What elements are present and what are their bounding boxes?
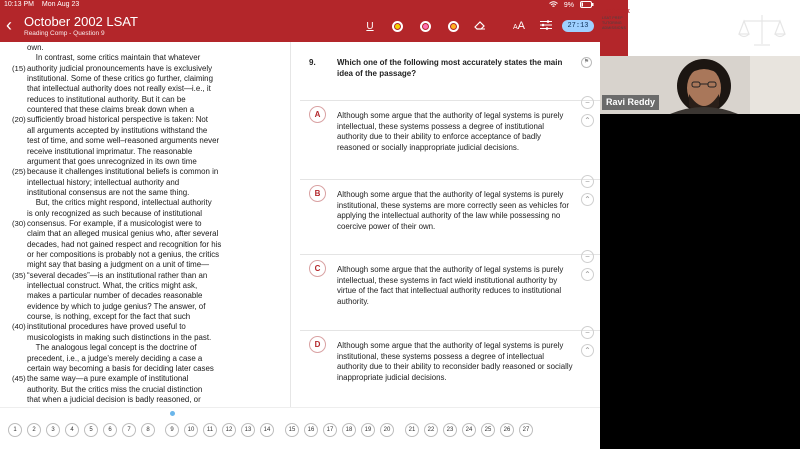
passage-line [12, 52, 200, 63]
settings-list-button[interactable] [538, 18, 554, 34]
passage-line [12, 166, 218, 177]
question-nav-button[interactable]: 10 [184, 423, 198, 437]
list-settings-icon [540, 20, 552, 33]
eliminate-choice-button[interactable]: − [581, 175, 594, 188]
line-text: receive institutional imprimatur. The reasonable [27, 146, 193, 156]
passage-line [12, 290, 202, 301]
question-nav-button[interactable]: 17 [323, 423, 337, 437]
question-nav-button[interactable]: 8 [141, 423, 155, 437]
presenter-name: Ravi Reddy [602, 95, 659, 110]
orange-circle-icon [448, 21, 459, 32]
chevron-up-icon[interactable]: ⌃ [581, 268, 594, 281]
passage-line [12, 342, 197, 353]
passage-line [12, 363, 214, 374]
line-text: institutional consensus are not the same thing. [27, 187, 190, 197]
answer-choice-a[interactable] [300, 100, 600, 179]
line-text: consensus. For example, if a musicologist were to [27, 218, 202, 228]
passage-line [12, 63, 212, 74]
question-nav-button[interactable]: 26 [500, 423, 514, 437]
battery-icon [580, 1, 594, 10]
line-text: makes a particular number of decades reasonable [27, 291, 203, 301]
passage-line [12, 156, 197, 167]
passage-line [12, 280, 197, 291]
passage-line [12, 114, 208, 125]
passage-line [12, 311, 190, 322]
line-text: might say that basing a judgment on a unit of time— [27, 260, 210, 270]
line-text: the same way—a pure example of institutional [27, 374, 189, 384]
line-text: claim that an alleged musical genius who, after several [27, 229, 219, 239]
question-nav-button[interactable]: 21 [405, 423, 419, 437]
line-text: evidence by which to judge genius? The answer, of [27, 301, 206, 311]
current-position-indicator [170, 411, 175, 416]
choice-text: Although some argue that the authority of legal systems is purely intellectual, these systems in fact wield institutional authority by virtue of the fact that intellectual authority reduces to institutional authority. [337, 265, 564, 306]
line-text: “several decades”—is an institutional rather than an [27, 270, 208, 280]
battery-percent: 9% [563, 2, 574, 9]
eliminate-choice-button[interactable]: − [581, 96, 594, 109]
passage-line [12, 353, 202, 364]
passage-line [12, 321, 186, 332]
chevron-up-icon[interactable]: ⌃ [581, 114, 594, 127]
line-text: because it challenges institutional beliefs is common in [27, 167, 219, 177]
exam-subtitle: Reading Comp - Question 9 [24, 30, 105, 37]
question-nav-button[interactable]: 5 [84, 423, 98, 437]
passage-line [12, 228, 218, 239]
choice-letter[interactable]: D [309, 336, 326, 353]
passage-line [12, 208, 202, 219]
chevron-up-icon[interactable]: ⌃ [581, 344, 594, 357]
line-text: is only recognized as such because of institutional [27, 208, 203, 218]
highlight-pink-button[interactable] [418, 18, 432, 34]
question-nav-button[interactable]: 1 [8, 423, 22, 437]
line-text: institutional. Some of these critics go further, claiming [27, 74, 213, 84]
line-text: or her compositions is probably not a genius, the critics [27, 250, 220, 259]
line-number: (25) [12, 167, 26, 177]
split-divider[interactable] [290, 42, 291, 407]
line-text: The analogous legal concept is the doctrine of [27, 343, 197, 353]
passage-line [12, 301, 205, 312]
timer[interactable]: 27:13 [562, 20, 594, 32]
question-nav-button[interactable]: 6 [103, 423, 117, 437]
passage-line [12, 218, 202, 229]
passage-line [12, 332, 211, 343]
top-bar [0, 0, 600, 42]
stream-overlay [600, 0, 800, 449]
wifi-icon [549, 1, 558, 10]
question-nav-button[interactable]: 22 [424, 423, 438, 437]
passage-line [12, 83, 211, 94]
chevron-left-icon: ‹ [6, 15, 12, 35]
line-text: authority judicial pronouncements have is exclusively [27, 63, 213, 73]
line-text: test of time, and some well–reasoned arguments never [27, 136, 220, 146]
flag-icon[interactable]: ⚑ [581, 57, 592, 68]
line-text: In contrast, some critics maintain that whatever [27, 53, 201, 63]
font-size-icon: AA [512, 20, 525, 32]
question-nav-button[interactable]: 23 [443, 423, 457, 437]
answer-choice-c[interactable] [300, 254, 600, 330]
choice-text: Although some argue that the authority of legal systems is purely institutional, these systems are more correctly seen as vehicles for applying the intellectual authority of the law while possessing no coercive power of their own. [337, 190, 569, 231]
answer-choice-d[interactable] [300, 330, 600, 407]
choice-text: Although some argue that the authority of legal systems is purely intellectual, these systems possess a degree of institutional authority due to their ability to enforce acceptance of badly reasoned or socially inappropriate judicial decisions. [337, 111, 564, 152]
exam-title: October 2002 LSAT [24, 14, 138, 29]
pink-circle-icon [420, 21, 431, 32]
line-text: authority. But the critics miss the crucial distinction [27, 384, 203, 394]
eraser-icon [474, 20, 486, 33]
passage-line [12, 384, 202, 395]
question-nav-button[interactable]: 24 [462, 423, 476, 437]
choice-text: Although some argue that the authority of legal systems is purely institutional, these systems possess a degree of intellectual authority due to their ability to reconsider badly reasoned or socially inappropriate judicial decisions. [337, 341, 573, 382]
line-text: intellectual construct. What, the critics might ask, [27, 281, 198, 291]
passage-line [12, 270, 207, 281]
status-time: 10:13 PM [4, 1, 34, 8]
line-text: reduces to institutional authority. But it can be [27, 94, 186, 104]
line-number: (30) [12, 218, 26, 228]
answer-choice-b[interactable] [300, 179, 600, 254]
question-nav-button[interactable]: 25 [481, 423, 495, 437]
line-text: that intellectual authority does not really exist—i.e., it [27, 84, 211, 94]
line-number: (40) [12, 322, 26, 332]
status-date: Mon Aug 23 [41, 1, 80, 8]
question-nav-button[interactable]: 12 [222, 423, 236, 437]
brand-panel [600, 0, 800, 56]
line-text: certain way becoming a basis for deciding later cases [27, 363, 214, 373]
eliminate-choice-button[interactable]: − [581, 326, 594, 339]
yellow-circle-icon [392, 21, 403, 32]
question-nav-button[interactable]: 7 [122, 423, 136, 437]
eliminate-choice-button[interactable]: − [581, 250, 594, 263]
chevron-up-icon[interactable]: ⌃ [581, 193, 594, 206]
line-text: argument that goes unrecognized in its own time [27, 156, 197, 166]
line-number: (35) [12, 270, 26, 280]
question-nav-button[interactable]: 19 [361, 423, 375, 437]
status-bar-time [4, 1, 79, 8]
line-text: that when a judicial decision is badly reasoned, or [27, 394, 201, 404]
question-nav-button[interactable]: 20 [380, 423, 394, 437]
question-navigator [0, 407, 600, 449]
line-text: course, is nothing, except for the fact that such [27, 312, 191, 322]
question-nav-button[interactable]: 16 [304, 423, 318, 437]
line-text: countered that these claims break down when a [27, 105, 195, 115]
back-button[interactable] [6, 16, 12, 34]
question-nav-button[interactable]: 11 [203, 423, 217, 437]
question-nav-button[interactable]: 18 [342, 423, 356, 437]
line-text: own. [27, 43, 44, 52]
question-nav-button[interactable]: 4 [65, 423, 79, 437]
scales-of-justice-icon [738, 12, 786, 48]
line-number: (15) [12, 63, 26, 73]
question-nav-button[interactable]: 2 [27, 423, 41, 437]
question-number: 9. [309, 58, 316, 67]
line-text: decades, had not gained respect and recognition for his [27, 239, 222, 249]
eraser-tool-button[interactable] [472, 18, 488, 34]
question-nav-button[interactable]: 13 [241, 423, 255, 437]
line-text: intellectual history; intellectual authority and [27, 177, 180, 187]
choice-letter[interactable]: B [309, 185, 326, 202]
passage-line [12, 187, 189, 198]
highlight-yellow-button[interactable] [390, 18, 404, 34]
line-text: precedent, i.e., a judge’s merely deciding a case a [27, 353, 203, 363]
passage-line [12, 125, 207, 136]
line-text: musicologists in making such distinctions in the past. [27, 332, 212, 342]
choice-letter[interactable]: C [309, 260, 326, 277]
line-text: all arguments accepted by institutions withstand the [27, 125, 208, 135]
underline-icon: U [366, 20, 374, 32]
passage-line [12, 73, 213, 84]
highlight-orange-button[interactable] [446, 18, 460, 34]
line-number: (20) [12, 115, 26, 125]
line-text: But, the critics might respond, intellectual authority [27, 198, 212, 208]
passage-line [12, 394, 201, 405]
passage-line [12, 42, 44, 53]
line-text: sufficiently broad historical perspective is taken: Not [27, 115, 208, 125]
choice-letter[interactable]: A [309, 106, 326, 123]
passage-line [12, 239, 221, 250]
passage-line [12, 373, 188, 384]
question-nav-button[interactable]: 27 [519, 423, 533, 437]
line-text: institutional procedures have proved useful to [27, 322, 186, 332]
passage-line [12, 249, 219, 260]
brand-logo: lsatmax [602, 6, 630, 15]
passage-line [12, 94, 186, 105]
passage-panel [0, 42, 282, 407]
passage-line [12, 259, 209, 270]
passage-line [12, 177, 179, 188]
question-nav-button[interactable]: 9 [165, 423, 179, 437]
question-stem: Which one of the following most accurately states the main idea of the passage? [337, 58, 563, 78]
passage-line [12, 197, 212, 208]
question-nav-button[interactable]: 15 [285, 423, 299, 437]
font-size-button[interactable] [510, 18, 528, 34]
brand-tagline: LSAT PREP TUTORING ADMISSIONS [602, 16, 626, 30]
question-nav-button[interactable]: 3 [46, 423, 60, 437]
passage-line [12, 104, 194, 115]
passage-line [12, 146, 192, 157]
underline-tool-button[interactable] [363, 18, 377, 34]
passage-line [12, 135, 219, 146]
question-nav-button[interactable]: 14 [260, 423, 274, 437]
line-number: (45) [12, 374, 26, 384]
status-bar-right [549, 1, 594, 10]
